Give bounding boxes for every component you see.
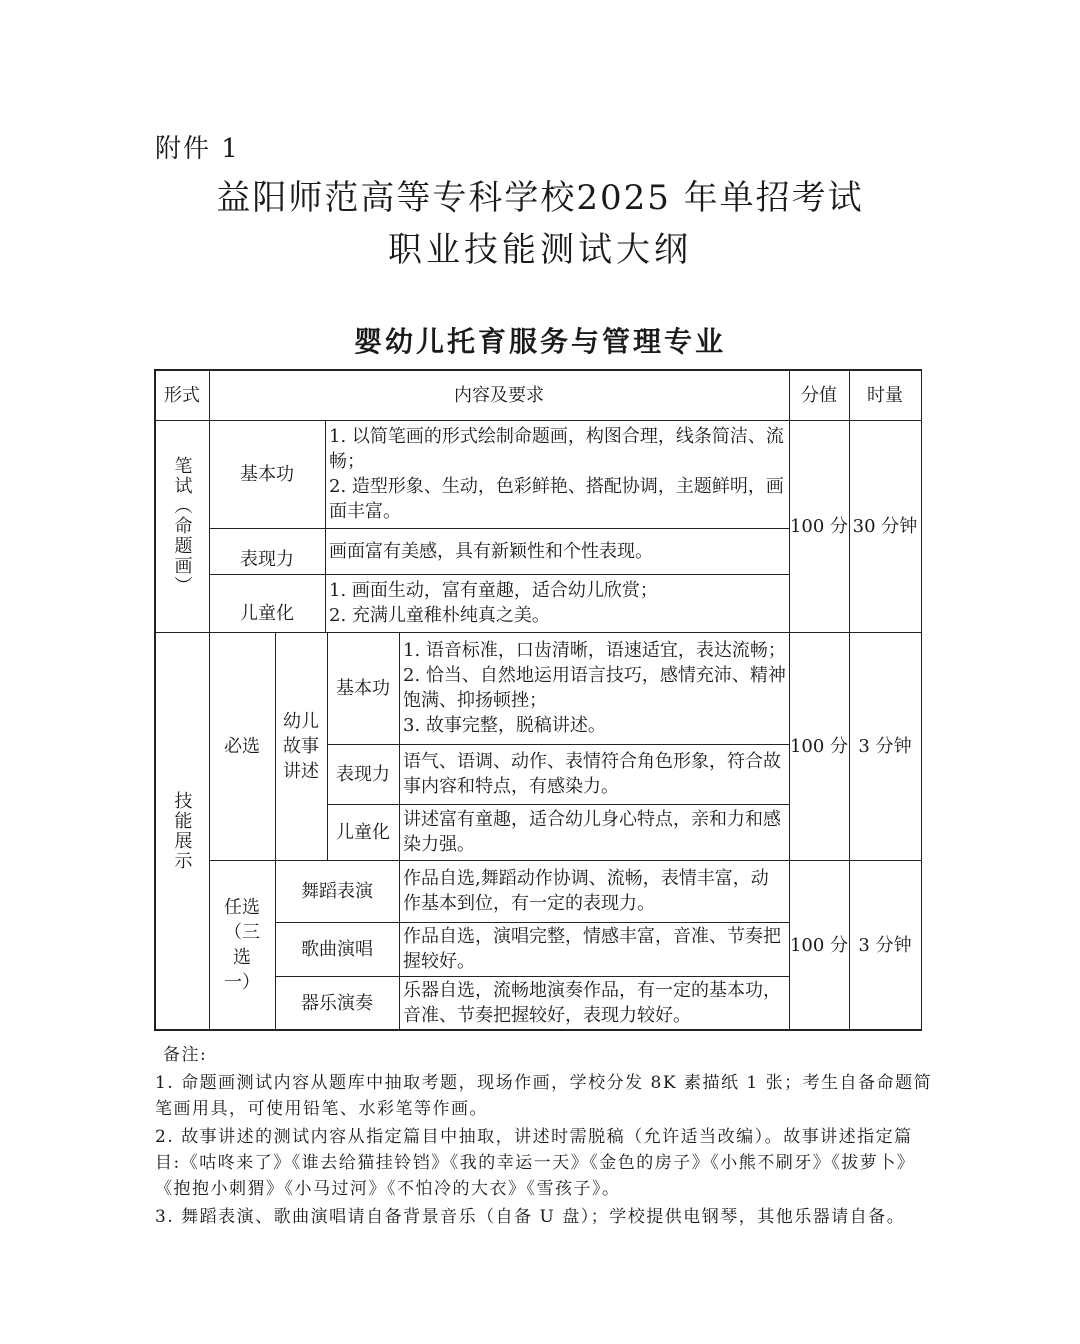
optional-label-singing: 歌曲演唱 — [301, 938, 373, 960]
optional-score: 100 分 — [789, 934, 849, 956]
optional-time: 3 分钟 — [858, 934, 912, 956]
grid-h-w1 — [209, 528, 789, 529]
document-title-line2: 职业技能测试大纲 — [388, 230, 692, 270]
skill-form-label: 技能展示 — [171, 791, 193, 871]
grid-h-o1 — [275, 922, 789, 923]
header-time: 时量 — [867, 384, 903, 406]
grid-v-content — [789, 369, 790, 1030]
notes-section — [155, 1042, 935, 1232]
written-time: 30 分钟 — [852, 515, 918, 537]
optional-label-instrument: 器乐演奏 — [301, 992, 373, 1014]
required-label-expression: 表现力 — [336, 763, 390, 785]
required-label: 必选 — [224, 735, 260, 757]
written-score: 100 分 — [789, 515, 849, 537]
grid-h-o2 — [275, 976, 789, 977]
grid-v-score — [849, 369, 850, 1030]
table-border-bottom — [154, 1029, 922, 1031]
required-item: 幼儿故事讲述 — [283, 710, 319, 782]
grid-h-r1 — [327, 744, 789, 745]
required-label-childlike: 儿童化 — [336, 821, 390, 843]
table-border-top — [154, 369, 922, 371]
grid-h-header — [155, 420, 921, 421]
table-border-right — [921, 369, 923, 1031]
written-text-basic: 1. 以简笔画的形式绘制命题画，构图合理，线条简洁、流畅； 2. 造型形象、生动，色彩鲜艳、搭配协调，主题鲜明，画面丰富。 — [329, 426, 784, 522]
required-time: 3 分钟 — [858, 735, 912, 757]
attachment-label: 附件 1 — [155, 134, 240, 164]
notes-label: 备注: — [163, 1045, 208, 1065]
written-text-childlike: 1. 画面生动，富有童趣，适合幼儿欣赏； 2. 充满儿童稚朴纯真之美。 — [329, 580, 658, 626]
optional-text-dance: 作品自选,舞蹈动作协调、流畅，表情丰富，动作基本到位，有一定的表现力。 — [403, 868, 769, 914]
grid-v-skill1 — [275, 632, 276, 1030]
note-item-2: 2. 故事讲述的测试内容从指定篇目中抽取，讲述时需脱稿（允许适当改编）。故事讲述指定篇目:《咕咚来了》《谁去给猫挂铃铛》《我的幸运一天》《金色的房子》《小熊不刷牙》《拔萝卜》《抱抱小刺猬》《小马过河》《不怕冷的大衣》《雪孩子》。 — [155, 1127, 916, 1199]
table-border-left — [154, 369, 156, 1031]
required-text-basic: 1. 语音标准，口齿清晰，语速适宜，表达流畅； 2. 恰当、自然地运用语言技巧，感情充沛、精神饱满、抑扬顿挫； 3. 故事完整，脱稿讲述。 — [403, 640, 786, 736]
written-text-expression: 画面富有美感，具有新颖性和个性表现。 — [329, 540, 653, 562]
written-label-basic: 基本功 — [240, 463, 294, 485]
grid-v-skill2 — [327, 632, 328, 860]
note-item-3: 3. 舞蹈表演、歌曲演唱请自备背景音乐（自备 U 盘）；学校提供电钢琴，其他乐器请自备。 — [155, 1207, 906, 1227]
written-form-label: 笔试（命题画） — [171, 456, 193, 596]
grid-v-form — [209, 369, 210, 1030]
grid-h-w2 — [209, 574, 789, 575]
optional-label: 任选（三选一） — [224, 897, 260, 993]
required-label-basic: 基本功 — [336, 677, 390, 699]
grid-v-written — [325, 420, 326, 632]
grid-h-skill — [209, 860, 921, 861]
required-score: 100 分 — [789, 735, 849, 757]
written-label-childlike: 儿童化 — [240, 602, 294, 624]
header-content: 内容及要求 — [454, 384, 544, 406]
header-score: 分值 — [801, 384, 837, 406]
written-form-cell — [155, 420, 209, 632]
grid-h-r2 — [327, 804, 789, 805]
skill-form-cell — [155, 632, 209, 1030]
optional-text-singing: 作品自选，演唱完整，情感丰富，音准、节奏把握较好。 — [403, 926, 781, 972]
document-title-line1: 益阳师范高等专科学校2025 年单招考试 — [216, 178, 864, 218]
grid-h-sections — [155, 632, 921, 633]
optional-text-instrument: 乐器自选，流畅地演奏作品，有一定的基本功，音准、节奏把握较好，表现力较好。 — [403, 980, 781, 1026]
grid-v-skill3 — [399, 632, 400, 1030]
required-text-childlike: 讲述富有童趣，适合幼儿身心特点，亲和力和感染力强。 — [403, 809, 781, 855]
major-title: 婴幼儿托育服务与管理专业 — [353, 325, 726, 358]
optional-label-dance: 舞蹈表演 — [301, 880, 373, 902]
note-item-1: 1. 命题画测试内容从题库中抽取考题，现场作画，学校分发 8K 素描纸 1 张；考生自备命题简笔画用具，可使用铅笔、水彩笔等作画。 — [155, 1073, 933, 1119]
header-form: 形式 — [164, 384, 200, 406]
written-label-expression: 表现力 — [240, 548, 294, 570]
required-text-expression: 语气、语调、动作、表情符合角色形象，符合故事内容和特点，有感染力。 — [403, 751, 781, 797]
